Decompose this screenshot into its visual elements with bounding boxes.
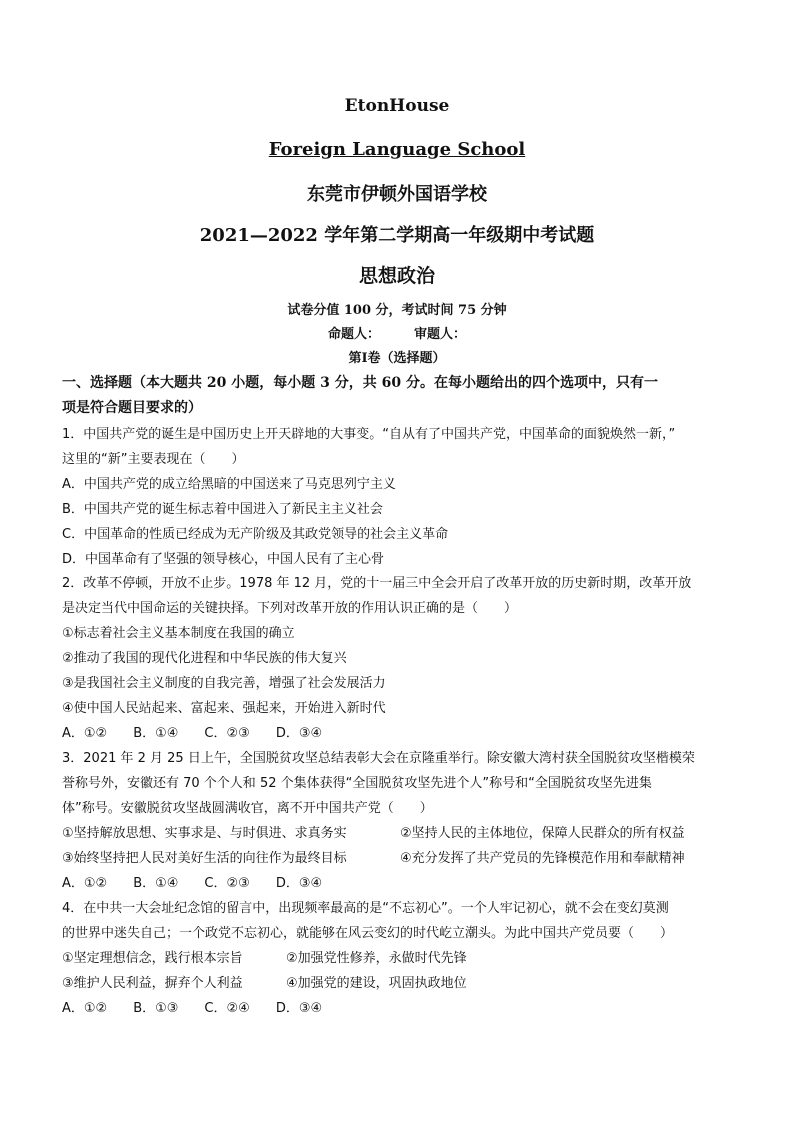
- volume-title: 第Ⅰ卷（选择题）: [348, 351, 446, 366]
- q3-stem-line2: 誉称号外，安徽还有 70 个个人和 52 个集体获得“全国脱贫攻坚先进个人”称号和“全国脱贫攻坚先进集: [62, 776, 652, 791]
- q1-option-b: B．中国共产党的诞生标志着中国进入了新民主主义社会: [62, 502, 383, 517]
- q1-option-a: A．中国共产党的成立给黑暗的中国送来了马克思列宁主义: [62, 477, 396, 492]
- q2-statement-4: ④使中国人民站起来、富起来、强起来，开始进入新时代: [62, 701, 386, 716]
- q2-statement-1: ①标志着社会主义基本制度在我国的确立: [62, 626, 295, 641]
- q2-stem-line2: 是决定当代中国命运的关键抉择。下列对改革开放的作用认识正确的是（ ）: [62, 601, 518, 616]
- q3-statement-4: ④充分发挥了共产党员的先锋模范作用和奉献精神: [400, 851, 685, 866]
- section-heading-line1: 一、选择题（本大题共 20 小题，每小题 3 分，共 60 分。在每小题给出的四个选项中，只有一: [62, 375, 658, 391]
- school-name-chinese: 东莞市伊顿外国语学校: [307, 184, 487, 205]
- q1-option-d: D．中国革命有了坚强的领导核心，中国人民有了主心骨: [62, 552, 385, 567]
- q2-statement-2: ②推动了我国的现代化进程和中华民族的伟大复兴: [62, 651, 347, 666]
- q4-statement-3: ③维护人民利益，摒弃个人利益: [62, 976, 243, 991]
- q2-statement-3: ③是我国社会主义制度的自我完善，增强了社会发展活力: [62, 676, 386, 691]
- q1-stem-line1: 1．中国共产党的诞生是中国历史上开天辟地的大事变。“自从有了中国共产党，中国革命的面貌焕然一新，”: [62, 427, 676, 442]
- author-line: [0, 323, 794, 342]
- q2-choices: A．①② B．①④ C．②③ D．③④: [62, 726, 323, 741]
- setter-label: 命题人：: [327, 327, 380, 342]
- q3-statement-3: ③始终坚持把人民对美好生活的向往作为最终目标: [62, 851, 347, 866]
- reviewer-label: 审题人：: [414, 327, 467, 342]
- q4-statement-1: ①坚定理想信念，践行根本宗旨: [62, 951, 243, 966]
- q3-choices: A．①② B．①④ C．②③ D．③④: [62, 876, 323, 891]
- school-name-english-line1: EtonHouse: [344, 96, 450, 116]
- q3-stem-line1: 3．2021 年 2 月 25 日上午，全国脱贫攻坚总结表彰大会在京隆重举行。除安徽大湾村获全国脱贫攻坚楷模荣: [62, 751, 695, 766]
- section-heading-line2: 项是符合题目要求的）: [62, 400, 202, 416]
- q1-option-c: C．中国革命的性质已经成为无产阶级及其政党领导的社会主义革命: [62, 527, 449, 542]
- q3-statement-2: ②坚持人民的主体地位，保障人民群众的所有权益: [400, 826, 685, 841]
- q3-stem-line3: 体”称号。安徽脱贫攻坚战圆满收官，离不开中国共产党（ ）: [62, 801, 433, 816]
- subject-title: 思想政治: [358, 265, 435, 287]
- q4-stem-line2: 的世界中迷失自己；一个政党不忘初心，就能够在风云变幻的时代屹立潮头。为此中国共产党员要（ ）: [62, 926, 674, 941]
- q4-stem-line1: 4．在中共一大会址纪念馆的留言中，出现频率最高的是“不忘初心”。一个人牢记初心，就不会在变幻莫测: [62, 901, 669, 916]
- q4-statement-2: ②加强党性修养，永做时代先锋: [286, 951, 467, 966]
- q3-statement-1: ①坚持解放思想、实事求是、与时俱进、求真务实: [62, 826, 347, 841]
- exam-info: 试卷分值 100 分，考试时间 75 分钟: [287, 303, 507, 318]
- q4-choices: A．①② B．①③ C．②④ D．③④: [62, 1001, 323, 1016]
- q4-statement-4: ④加强党的建设，巩固执政地位: [286, 976, 467, 991]
- q2-stem-line1: 2．改革不停顿，开放不止步。1978 年 12 月，党的十一届三中全会开启了改革开放的历史新时期，改革开放: [62, 576, 692, 591]
- q1-stem-line2: 这里的“新”主要表现在（ ）: [62, 452, 245, 467]
- exam-title: 2021—2022 学年第二学期高一年级期中考试题: [199, 225, 595, 246]
- school-name-english-underlined: Foreign Language School: [268, 139, 526, 160]
- school-name-english-line2: [0, 139, 794, 160]
